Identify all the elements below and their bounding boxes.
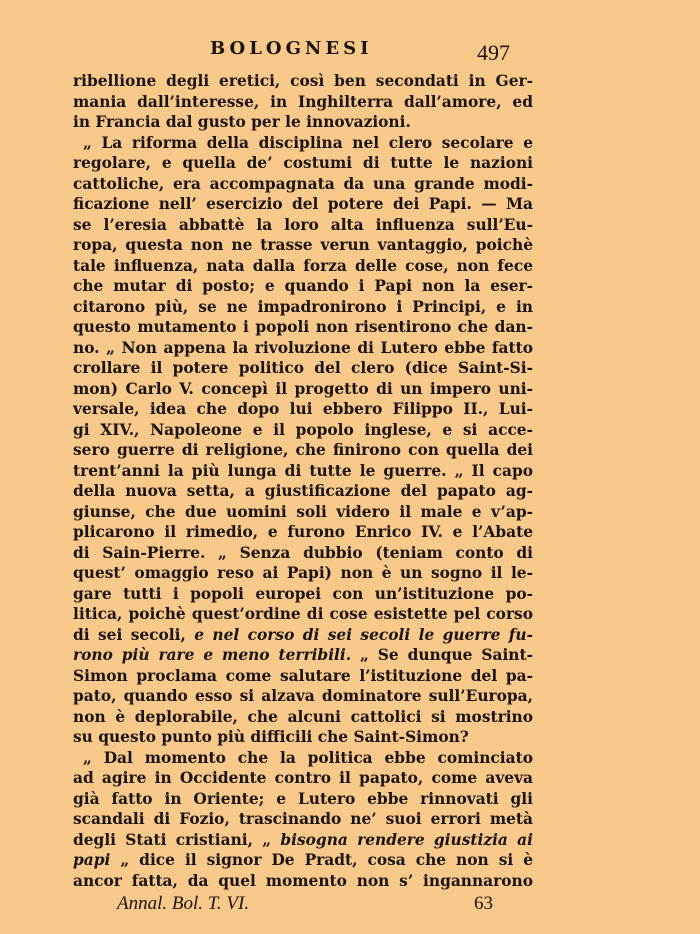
text-segment: ad agire in Occidente contro il papato, come aveva <box>73 769 533 787</box>
text-line <box>73 194 533 215</box>
text-line <box>73 112 533 133</box>
text-segment: se l’eresia abbattè la loro alta influenza sull’Eu- <box>73 215 533 234</box>
text-segment: su questo punto più difficili che Saint-Simon? <box>73 728 469 746</box>
text-line <box>73 830 533 851</box>
italic-segment: rono più rare e meno terribili. <box>73 646 352 664</box>
body-text <box>73 71 533 891</box>
text-line <box>73 440 533 461</box>
page-number: 497 <box>477 40 510 65</box>
text-line <box>73 809 533 830</box>
text-line <box>73 276 533 297</box>
text-segment: „ La riforma della disciplina nel clero secolare e <box>83 133 533 152</box>
running-title: BOLOGNESI <box>210 38 373 59</box>
text-line <box>73 256 533 277</box>
text-segment: ancor fatta, da quel momento non s’ ingannarono <box>73 871 533 890</box>
text-line <box>73 71 533 92</box>
text-line <box>73 461 533 482</box>
text-line <box>73 297 533 318</box>
text-line <box>73 850 533 871</box>
text-segment: gi XIV., Napoleone e il popolo inglese, e si acce- <box>73 420 533 439</box>
text-segment: crollare il potere politico del clero (dice Saint-Si- <box>73 359 533 377</box>
text-segment: in Francia dal gusto per le innovazioni. <box>73 113 411 131</box>
text-line <box>73 871 533 892</box>
text-segment: scandali di Fozio, trascinando ne’ suoi errori metà <box>73 810 533 828</box>
text-line <box>73 604 533 625</box>
text-segment: regolare, e quella de’ costumi di tutte le nazioni <box>73 154 533 172</box>
text-segment: pato, quando esso si alzava dominatore sull’Europa, <box>73 687 533 705</box>
text-segment: Simon proclama come salutare l’istituzione del pa- <box>73 666 533 685</box>
text-line <box>73 686 533 707</box>
text-segment: gare tutti i popoli europei con un’istituzione po- <box>73 584 533 603</box>
italic-segment: bisogna rendere giustizia ai <box>280 830 533 849</box>
text-segment: sero guerre di religione, che finirono con quella dei <box>73 441 533 459</box>
text-segment: citarono più, se ne impadronirono i Principi, e in <box>73 297 533 316</box>
text-segment: non è deplorabile, che alcuni cattolici si mostrino <box>73 707 533 726</box>
text-segment: già fatto in Oriente; e Lutero ebbe rinnovati gli <box>73 789 533 808</box>
text-segment: di sei secoli, <box>73 625 195 644</box>
italic-segment: papi <box>73 851 111 869</box>
text-segment: trent’anni la più lunga di tutte le guerre. „ Il capo <box>73 461 533 480</box>
text-segment: degli Stati cristiani, „ <box>73 830 281 849</box>
text-line <box>73 338 533 359</box>
text-segment: ribellione degli eretici, così ben secondati in Ger- <box>73 72 533 90</box>
text-line <box>73 153 533 174</box>
text-line <box>73 481 533 502</box>
text-line <box>73 358 533 379</box>
text-segment: plicarono il rimedio, e furono Enrico IV. e l’Abate <box>73 523 533 541</box>
text-line <box>73 399 533 420</box>
printer-signature: Annal. Bol. T. VI. <box>117 893 250 914</box>
italic-segment: e nel corso di sei secoli le guerre fu- <box>194 625 533 644</box>
text-line <box>73 625 533 646</box>
text-segment: mania dall’interesse, in Inghilterra dall’amore, ed <box>73 92 533 111</box>
text-segment: tale influenza, nata dalla forza delle cose, non fece <box>73 256 533 275</box>
text-segment: litica, poichè quest’ordine di cose esistette pel corso <box>73 605 533 623</box>
text-line <box>73 727 533 748</box>
text-line <box>73 645 533 666</box>
text-segment: quest’ omaggio reso ai Papi) non è un sogno il le- <box>73 564 533 582</box>
text-segment: cattoliche, era accompagnata da una grande modi- <box>73 174 533 193</box>
text-line <box>73 92 533 113</box>
text-segment: ficazione nell’ esercizio del potere dei Papi. — Ma <box>73 195 533 213</box>
text-line <box>73 502 533 523</box>
text-segment: no. „ Non appena la rivoluzione di Lutero ebbe fatto <box>73 338 533 357</box>
text-line <box>73 379 533 400</box>
text-line <box>73 174 533 195</box>
text-segment: questo mutamento i popoli non risentirono che dan- <box>73 318 533 336</box>
text-segment: „ Se dunque Saint- <box>351 646 533 664</box>
text-line <box>73 543 533 564</box>
text-line <box>73 133 533 154</box>
text-segment: „ dice il signor De Pradt, cosa che non si è <box>110 851 533 869</box>
text-segment: versale, idea che dopo lui ebbero Filippo II., Lui- <box>73 400 533 418</box>
text-line <box>73 768 533 789</box>
text-line <box>73 235 533 256</box>
text-segment: giunse, che due uomini soli videro il male e v’ap- <box>73 502 533 521</box>
text-segment: „ Dal momento che la politica ebbe cominciato <box>83 748 533 767</box>
text-line <box>73 789 533 810</box>
text-segment: di Sain-Pierre. „ Senza dubbio (teniam conto di <box>73 543 533 562</box>
text-line <box>73 707 533 728</box>
text-line <box>73 666 533 687</box>
text-segment: che mutar di posto; e quando i Papi non la eser- <box>73 277 533 295</box>
sheet-number: 63 <box>474 893 493 914</box>
text-line <box>73 420 533 441</box>
text-segment: mon) Carlo V. concepì il progetto di un impero uni- <box>73 379 533 398</box>
text-line <box>73 563 533 584</box>
text-segment: ropa, questa non ne trasse verun vantaggio, poichè <box>73 236 533 254</box>
text-line <box>73 215 533 236</box>
text-segment: della nuova setta, a giustificazione del papato ag- <box>73 482 533 500</box>
text-line <box>73 584 533 605</box>
text-line <box>73 317 533 338</box>
text-line <box>73 748 533 769</box>
text-line <box>73 522 533 543</box>
